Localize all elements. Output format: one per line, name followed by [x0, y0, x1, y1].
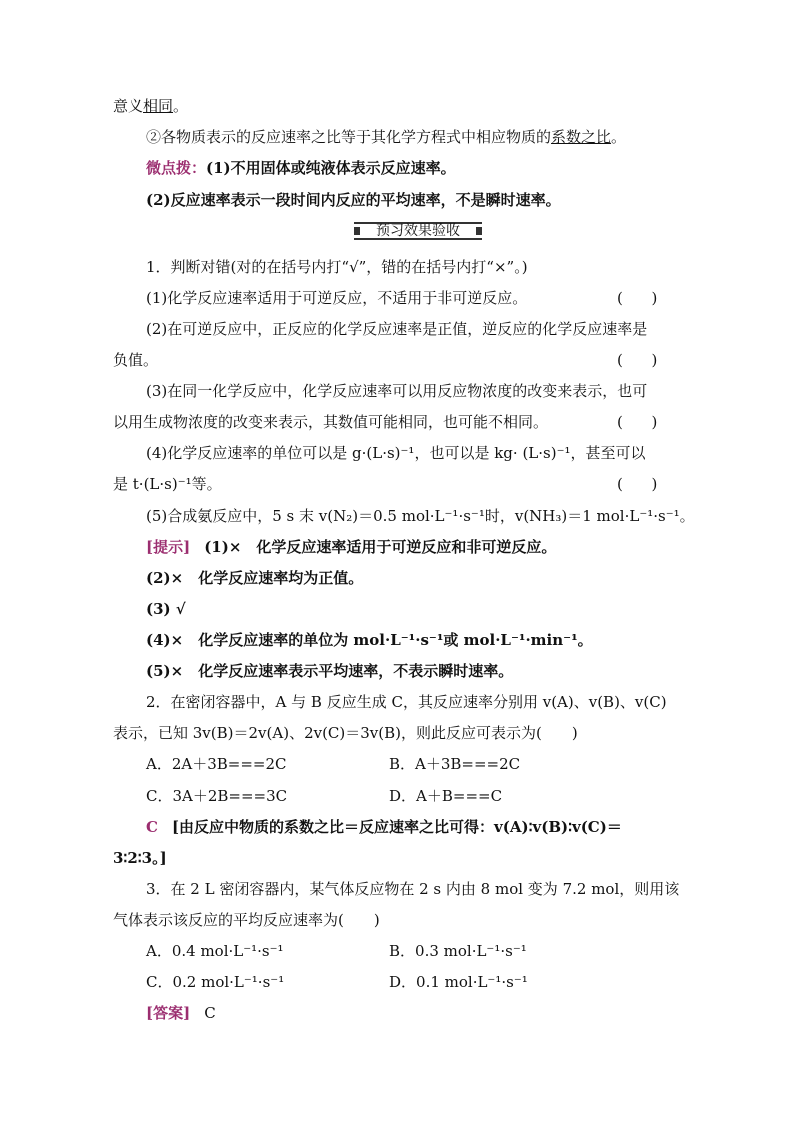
answer-paren: ( )	[617, 413, 658, 431]
tip-line-2: (2)反应速率表示一段时间内反应的平均速率，不是瞬时速率。	[146, 191, 561, 209]
intro-text: ②各物质表示的反应速率之比等于其化学方程式中相应物质的	[146, 128, 552, 146]
answer-paren: ( )	[617, 475, 658, 493]
answer-paren: ( )	[617, 351, 658, 369]
tip-label: 微点拨：	[146, 159, 207, 177]
hint-text: (1)× 化学反应速率适用于可逆反应和非可逆反应。	[204, 538, 557, 556]
q2-option-c: C．3A＋2B===3C	[146, 787, 288, 805]
q1-statement-4-cont: 是 t·(L·s)⁻¹等。	[113, 475, 222, 493]
q1-stem: 1．判断对错(对的在括号内打“√”，错的在括号内打“×”。)	[146, 258, 528, 276]
q1-statement-2: (2)在可逆反应中，正反应的化学反应速率是正值，逆反应的化学反应速率是	[146, 320, 648, 338]
q3-stem-cont: 气体表示该反应的平均反应速率为( )	[113, 911, 380, 929]
q1-statement-4: (4)化学反应速率的单位可以是 g·(L·s)⁻¹，也可以是 kg· (L·s)⁻¹，甚至可以	[146, 444, 646, 462]
q2-option-d: D．A＋B===C	[389, 787, 503, 805]
q3-option-d: D．0.1 mol·L⁻¹·s⁻¹	[389, 973, 528, 991]
banner-title: 预习效果验收	[376, 223, 460, 239]
answer-label: [答案]	[146, 1004, 191, 1022]
tip-text: (1)不用固体或纯液体表示反应速率。	[206, 159, 456, 177]
q3-option-b: B．0.3 mol·L⁻¹·s⁻¹	[389, 942, 527, 960]
q3-option-c: C．0.2 mol·L⁻¹·s⁻¹	[146, 973, 285, 991]
tip-line-1	[146, 158, 456, 178]
q2-answer-cont: 3∶2∶3。]	[113, 849, 167, 867]
answer-letter: C	[146, 818, 158, 836]
q2-option-a: A．2A＋3B===2C	[146, 755, 287, 773]
q2-option-b: B．A＋3B===2C	[389, 755, 521, 773]
q3-stem: 3．在 2 L 密闭容器内，某气体反应物在 2 s 内由 8 mol 变为 7.2 mol，则用该	[146, 880, 680, 898]
answer-paren: ( )	[617, 289, 658, 307]
underlined-term: 相同	[143, 97, 174, 115]
intro-line-1	[113, 96, 188, 116]
intro-text: 意义	[113, 97, 144, 115]
section-banner	[354, 222, 482, 240]
hint-line-1	[146, 537, 556, 557]
q3-option-a: A．0.4 mol·L⁻¹·s⁻¹	[146, 942, 284, 960]
q1-statement-5: (5)合成氨反应中，5 s 末 v(N₂)＝0.5 mol·L⁻¹·s⁻¹时，v(NH₃)＝1 mol·L⁻¹·s⁻¹。	[146, 507, 695, 525]
answer-value: C	[204, 1004, 216, 1022]
hint-label: [提示]	[146, 538, 191, 556]
answer-explanation: [由反应中物质的系数之比＝反应速率之比可得：v(A)∶v(B)∶v(C)＝	[171, 818, 622, 836]
intro-text: 。	[173, 97, 189, 115]
q2-answer	[146, 817, 622, 837]
q2-stem: 2．在密闭容器中，A 与 B 反应生成 C，其反应速率分别用 v(A)、v(B)、v(C)	[146, 693, 667, 711]
intro-text: 。	[611, 128, 627, 146]
q1-statement-2-cont: 负值。	[113, 351, 159, 369]
hint-line-3: (3) √	[146, 600, 186, 618]
intro-line-2	[146, 127, 626, 147]
q1-statement-3-cont: 以用生成物浓度的改变来表示，其数值可能相同，也可能不相同。	[113, 413, 549, 431]
hint-line-5: (5)× 化学反应速率表示平均速率，不表示瞬时速率。	[146, 662, 514, 680]
q2-stem-cont: 表示，已知 3v(B)＝2v(A)、2v(C)＝3v(B)，则此反应可表示为( )	[113, 724, 578, 742]
q1-statement-1: (1)化学反应速率适用于可逆反应，不适用于非可逆反应。	[146, 289, 528, 307]
hint-line-4: (4)× 化学反应速率的单位为 mol·L⁻¹·s⁻¹或 mol·L⁻¹·min⁻¹。	[146, 631, 593, 649]
q1-statement-3: (3)在同一化学反应中，化学反应速率可以用反应物浓度的改变来表示，也可	[146, 382, 648, 400]
hint-line-2: (2)× 化学反应速率均为正值。	[146, 569, 364, 587]
q3-answer	[146, 1003, 216, 1023]
underlined-term: 系数之比	[551, 128, 612, 146]
